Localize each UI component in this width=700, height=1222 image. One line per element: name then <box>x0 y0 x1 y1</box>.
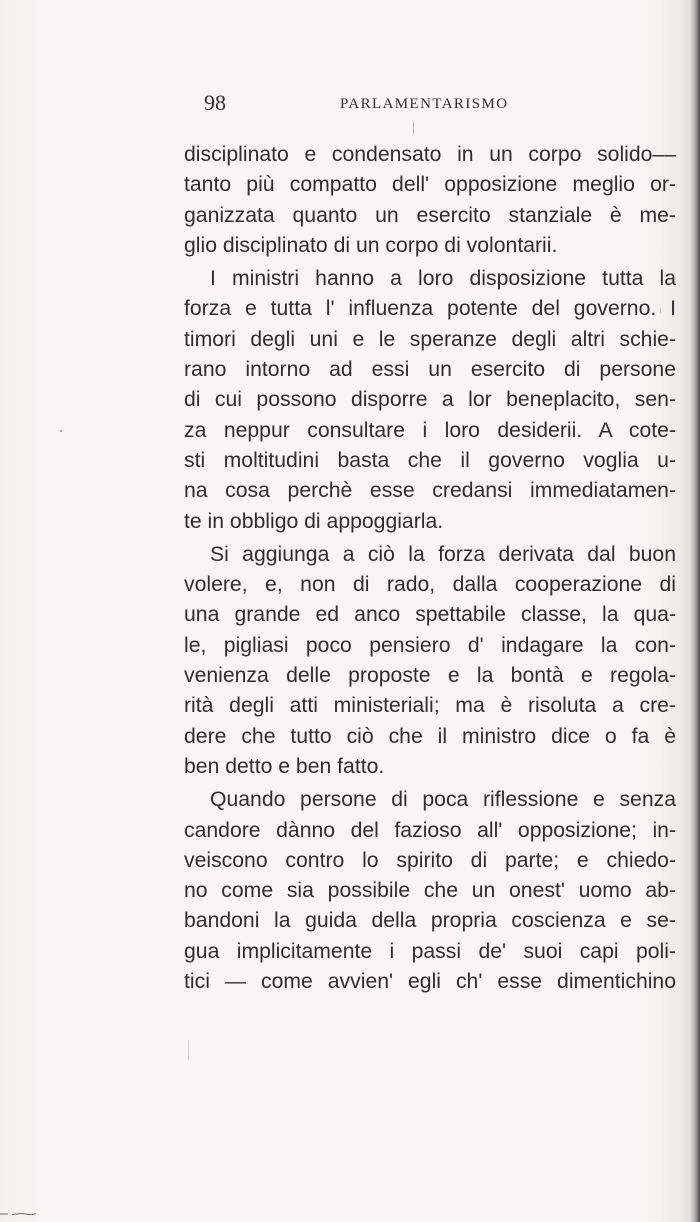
page-edge-shadow <box>690 0 700 1222</box>
text-line: no come sia possibile che un onest' uomo ab- <box>184 879 676 903</box>
page-header <box>180 90 680 120</box>
page-number: 98 <box>204 90 226 115</box>
text-line: Si aggiunga a ciò la forza derivata dal buon <box>210 542 676 566</box>
text-line: ben detto e ben fatto. <box>184 754 385 778</box>
print-mark <box>413 122 414 134</box>
text-line: una grande ed anco spettabile classe, la qua- <box>184 603 676 627</box>
text-line: rità degli atti ministeriali; ma è risoluta a cre- <box>184 694 676 718</box>
running-title: PARLAMENTARISMO <box>340 96 509 112</box>
text-line: venienza delle proposte e la bontà e regola- <box>184 664 676 688</box>
print-mark <box>60 430 62 432</box>
text-line: sti moltitudini basta che il governo voglia u- <box>184 448 676 472</box>
text-line: le, pigliasi poco pensiero d' indagare la con- <box>184 633 676 657</box>
text-line: dere che tutto ciò che il ministro dice o fa è <box>184 724 676 748</box>
text-line: di cui possono disporre a lor beneplacito, sen- <box>184 388 676 412</box>
text-line: gua implicitamente i passi de' suoi capi poli- <box>184 939 676 963</box>
text-line: disciplinato e condensato in un corpo solido–– <box>184 143 676 166</box>
text-line: tici — come avvien' egli ch' esse dimentichino <box>184 970 676 994</box>
text-line: te in obbligo di appoggiarla. <box>184 509 444 533</box>
text-line: veiscono contro lo spirito di parte; e chiedo- <box>184 848 676 872</box>
scan-artifact <box>0 1212 38 1216</box>
text-line: rano intorno ad essi un esercito di persone <box>184 358 676 382</box>
text-line: volere, e, non di rado, dalla cooperazione di <box>184 573 676 597</box>
text-line: ganizzata quanto un esercito stanziale è me- <box>184 203 676 227</box>
text-line: candore dànno del fazioso all' opposizione; in- <box>184 818 676 842</box>
print-mark <box>188 1040 189 1060</box>
text-line: I ministri hanno a loro disposizione tutta la <box>210 267 676 291</box>
text-line: timori degli uni e le speranze degli altri schie- <box>184 327 676 351</box>
text-line: tanto più compatto dell' opposizione meglio or- <box>184 173 676 197</box>
text-line: glio disciplinato di un corpo di volontarii. <box>184 233 558 257</box>
text-line: forza e tutta l' influenza potente del governo. I <box>184 297 676 321</box>
text-line: Quando persone di poca riflessione e senza <box>210 788 676 812</box>
text-line: bandoni la guida della propria coscienza e se- <box>184 909 676 933</box>
text-line: na cosa perchè esse credansi immediatamen- <box>184 479 676 503</box>
text-line: za neppur consultare i loro desiderii. A cote- <box>184 418 676 442</box>
body-text <box>184 140 676 997</box>
